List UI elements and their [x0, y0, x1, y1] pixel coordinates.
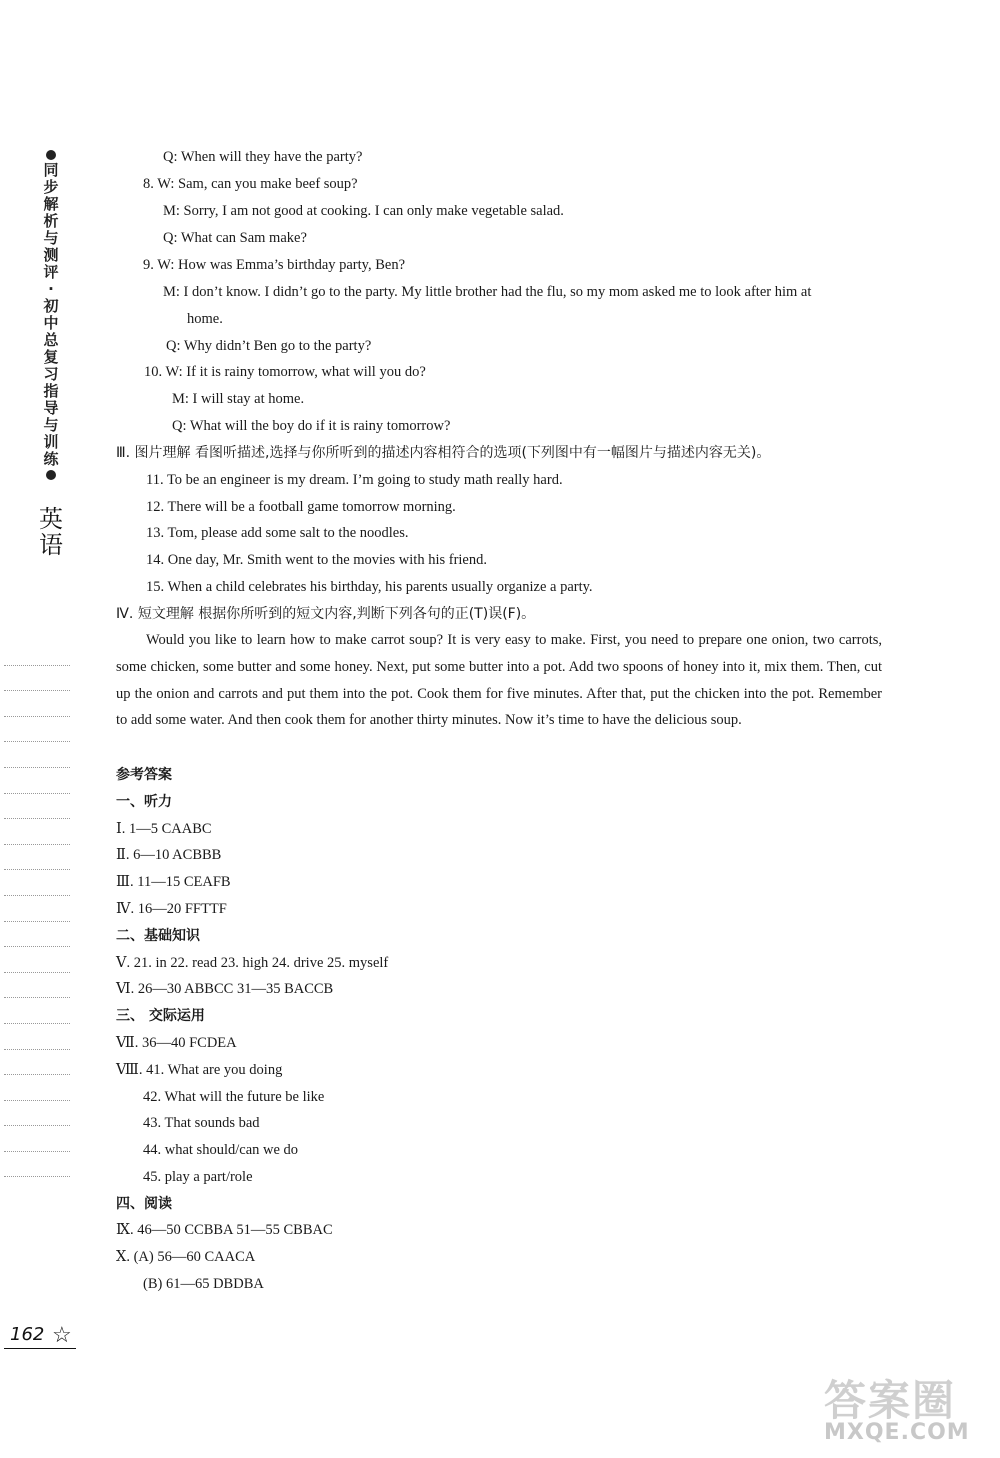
script-line: 8. W: Sam, can you make beef soup? — [143, 176, 358, 192]
answer-line: Ⅱ. 6—10 ACBBB — [116, 847, 222, 863]
title-char: 训 — [43, 433, 59, 451]
title-char: 中 — [43, 314, 59, 332]
subject-char: 英 — [39, 505, 63, 533]
answer-line: Ⅰ. 1—5 CAABC — [116, 821, 212, 837]
title-char: 练 — [43, 450, 59, 468]
watermark-url: MXQE.COM — [824, 1420, 970, 1445]
answer-line: 三、 交际运用 — [116, 1008, 205, 1024]
script-line: Q: What will the boy do if it is rainy tomorrow? — [172, 418, 451, 434]
title-char: 与 — [43, 416, 59, 434]
script-line: M: I don’t know. I didn’t go to the party. My little brother had the flu, so my mom asked me to look after him at — [163, 284, 812, 300]
script-line: Q: Why didn’t Ben go to the party? — [166, 338, 372, 354]
title-char: 解 — [43, 195, 59, 213]
title-char: 复 — [43, 348, 59, 366]
script-line: 15. When a child celebrates his birthday, his parents usually organize a party. — [146, 579, 593, 595]
passage-paragraph: Would you like to learn how to make carrot soup? It is very easy to make. First, you need to prepare one onion, two carrots, some chicken, some butter and some honey. Next, put some butter into a pot. Add two spoons of honey into it, mix them. Then, cut up the onion and carrots and put them into the pot. Cook them for five minutes. After that, put the chicken into the pot. Remember to add some water. And then cook them for another thirty minutes. Now it’s time to have the delicious soup. — [116, 632, 882, 729]
answer-line: Ⅴ. 21. in 22. read 23. high 24. drive 25. myself — [116, 955, 389, 971]
answer-line: Ⅵ. 26—30 ABBCC 31—35 BACCB — [116, 981, 334, 997]
script-line: M: Sorry, I am not good at cooking. I can only make vegetable salad. — [163, 203, 564, 219]
answer-line: Ⅷ. 41. What are you doing — [116, 1062, 283, 1078]
script-line: 10. W: If it is rainy tomorrow, what will you do? — [144, 364, 426, 380]
answer-line: Ⅶ. 36—40 FCDEA — [116, 1035, 237, 1051]
answer-line: 一、听力 — [116, 794, 172, 810]
answer-line: Ⅸ. 46—50 CCBBA 51—55 CBBAC — [116, 1222, 333, 1238]
title-char: 习 — [43, 365, 59, 383]
script-line: 11. To be an engineer is my dream. I’m going to study math really hard. — [146, 472, 563, 488]
answer-line: 参考答案 — [116, 767, 172, 783]
script-line: M: I will stay at home. — [172, 391, 305, 407]
script-line: Q: What can Sam make? — [163, 230, 307, 246]
script-line: 14. One day, Mr. Smith went to the movies with his friend. — [146, 552, 487, 568]
answer-line: 二、基础知识 — [116, 928, 200, 944]
answer-line: 43. That sounds bad — [143, 1115, 260, 1131]
page-number: 162 — [10, 1324, 45, 1345]
watermark-logo — [820, 1368, 990, 1448]
answer-line: (B) 61—65 DBDBA — [143, 1276, 264, 1292]
title-char: 导 — [43, 399, 59, 417]
title-char: 评 — [43, 263, 59, 281]
answer-line: Ⅳ. 16—20 FFTTF — [116, 901, 227, 917]
subject-char: 语 — [39, 531, 63, 559]
title-char: 析 — [43, 212, 59, 230]
answer-line: 四、阅读 — [116, 1196, 172, 1212]
answer-line: 44. what should/can we do — [143, 1142, 299, 1158]
footer-rule — [4, 1348, 76, 1349]
title-char: · — [48, 280, 54, 298]
answer-line: Ⅲ. 11—15 CEAFB — [116, 874, 231, 890]
title-char: 测 — [43, 246, 59, 264]
title-char: 步 — [43, 178, 59, 196]
star-icon: ☆ — [52, 1322, 72, 1347]
answer-line: 42. What will the future be like — [143, 1089, 325, 1105]
answer-line: 45. play a part/role — [143, 1169, 253, 1185]
script-line: Ⅲ. 图片理解 看图听描述,选择与你所听到的描述内容相符合的选项(下列图中有一幅图片与描述内容无关)。 — [116, 445, 771, 461]
answer-line: Ⅹ. (A) 56—60 CAACA — [116, 1249, 256, 1265]
script-line: Ⅳ. 短文理解 根据你所听到的短文内容,判断下列各句的正(T)误(F)。 — [116, 606, 536, 622]
script-line: home. — [187, 311, 223, 327]
title-char: 初 — [43, 297, 59, 315]
script-line: 13. Tom, please add some salt to the noodles. — [146, 525, 409, 541]
title-char: 同 — [43, 161, 59, 179]
title-char: 与 — [43, 229, 59, 247]
script-line: 12. There will be a football game tomorrow morning. — [146, 499, 456, 515]
title-char: 总 — [43, 331, 59, 349]
title-char: 指 — [43, 382, 59, 400]
script-line: 9. W: How was Emma’s birthday party, Ben? — [143, 257, 406, 273]
watermark-text: 答案圈 — [824, 1376, 957, 1425]
script-line: Q: When will they have the party? — [163, 149, 363, 165]
